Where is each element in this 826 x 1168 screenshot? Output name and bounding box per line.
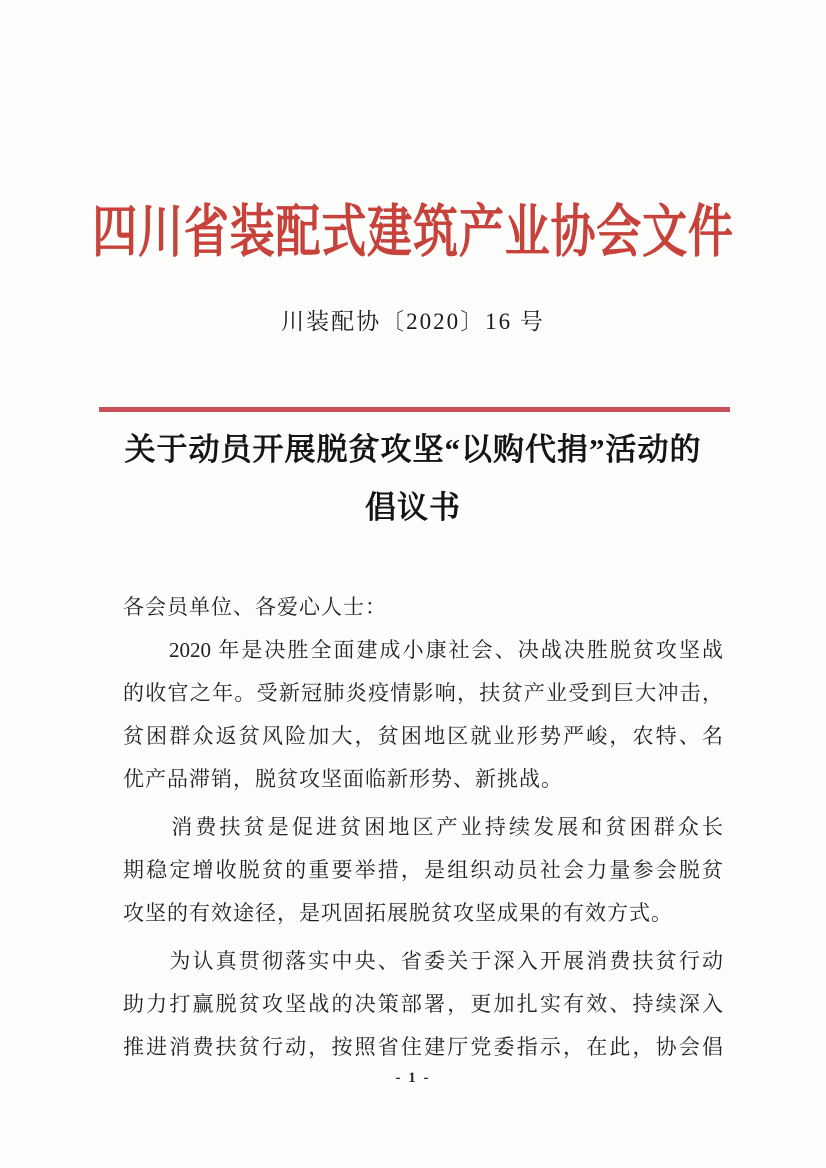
document-reference-number: 川装配协〔2020〕16 号 [281,309,545,334]
document-title [0,421,826,537]
body-line: 攻坚的有效途径，是巩固拓展脱贫攻坚成果的有效方式。 [123,901,673,925]
body-line: 助力打赢脱贫攻坚战的决策部署，更加扎实有效、持续深入 [123,992,723,1016]
red-divider-rule [99,407,730,412]
document-body [123,586,723,1069]
body-line: 期稳定增收脱贫的重要举措，是组织动员社会力量参会脱贫 [123,858,723,882]
body-line: 优产品滞销，脱贫攻坚面临新形势、新挑战。 [123,767,563,791]
document-title-line-2: 倡议书 [365,490,461,525]
page-number: - 1 - [395,1070,431,1086]
body-line: 为认真贯彻落实中央、省委关于深入开展消费扶贫行动 [123,949,723,973]
body-line: 2020 年是决胜全面建成小康社会、决战决胜脱贫攻坚战 [123,638,723,662]
body-line: 贫困群众返贫风险加大，贫困地区就业形势严峻，农特、名 [123,724,723,748]
body-line: 消费扶贫是促进贫困地区产业持续发展和贫困群众长 [123,815,723,839]
paragraph-1 [123,629,723,801]
letterhead-masthead [0,186,826,268]
document-title-line-1: 关于动员开展脱贫攻坚“以购代捐”活动的 [124,432,702,467]
salutation-line: 各会员单位、各爱心人士： [123,595,387,619]
letterhead-title: 四川省装配式建筑产业协会文件 [92,201,734,264]
paragraph-3 [123,940,723,1069]
body-line: 的收官之年。受新冠肺炎疫情影响，扶贫产业受到巨大冲击， [123,681,723,705]
body-line: 推进消费扶贫行动，按照省住建厅党委指示，在此，协会倡 [123,1035,723,1059]
paragraph-2 [123,806,723,935]
salutation-paragraph [123,586,723,629]
